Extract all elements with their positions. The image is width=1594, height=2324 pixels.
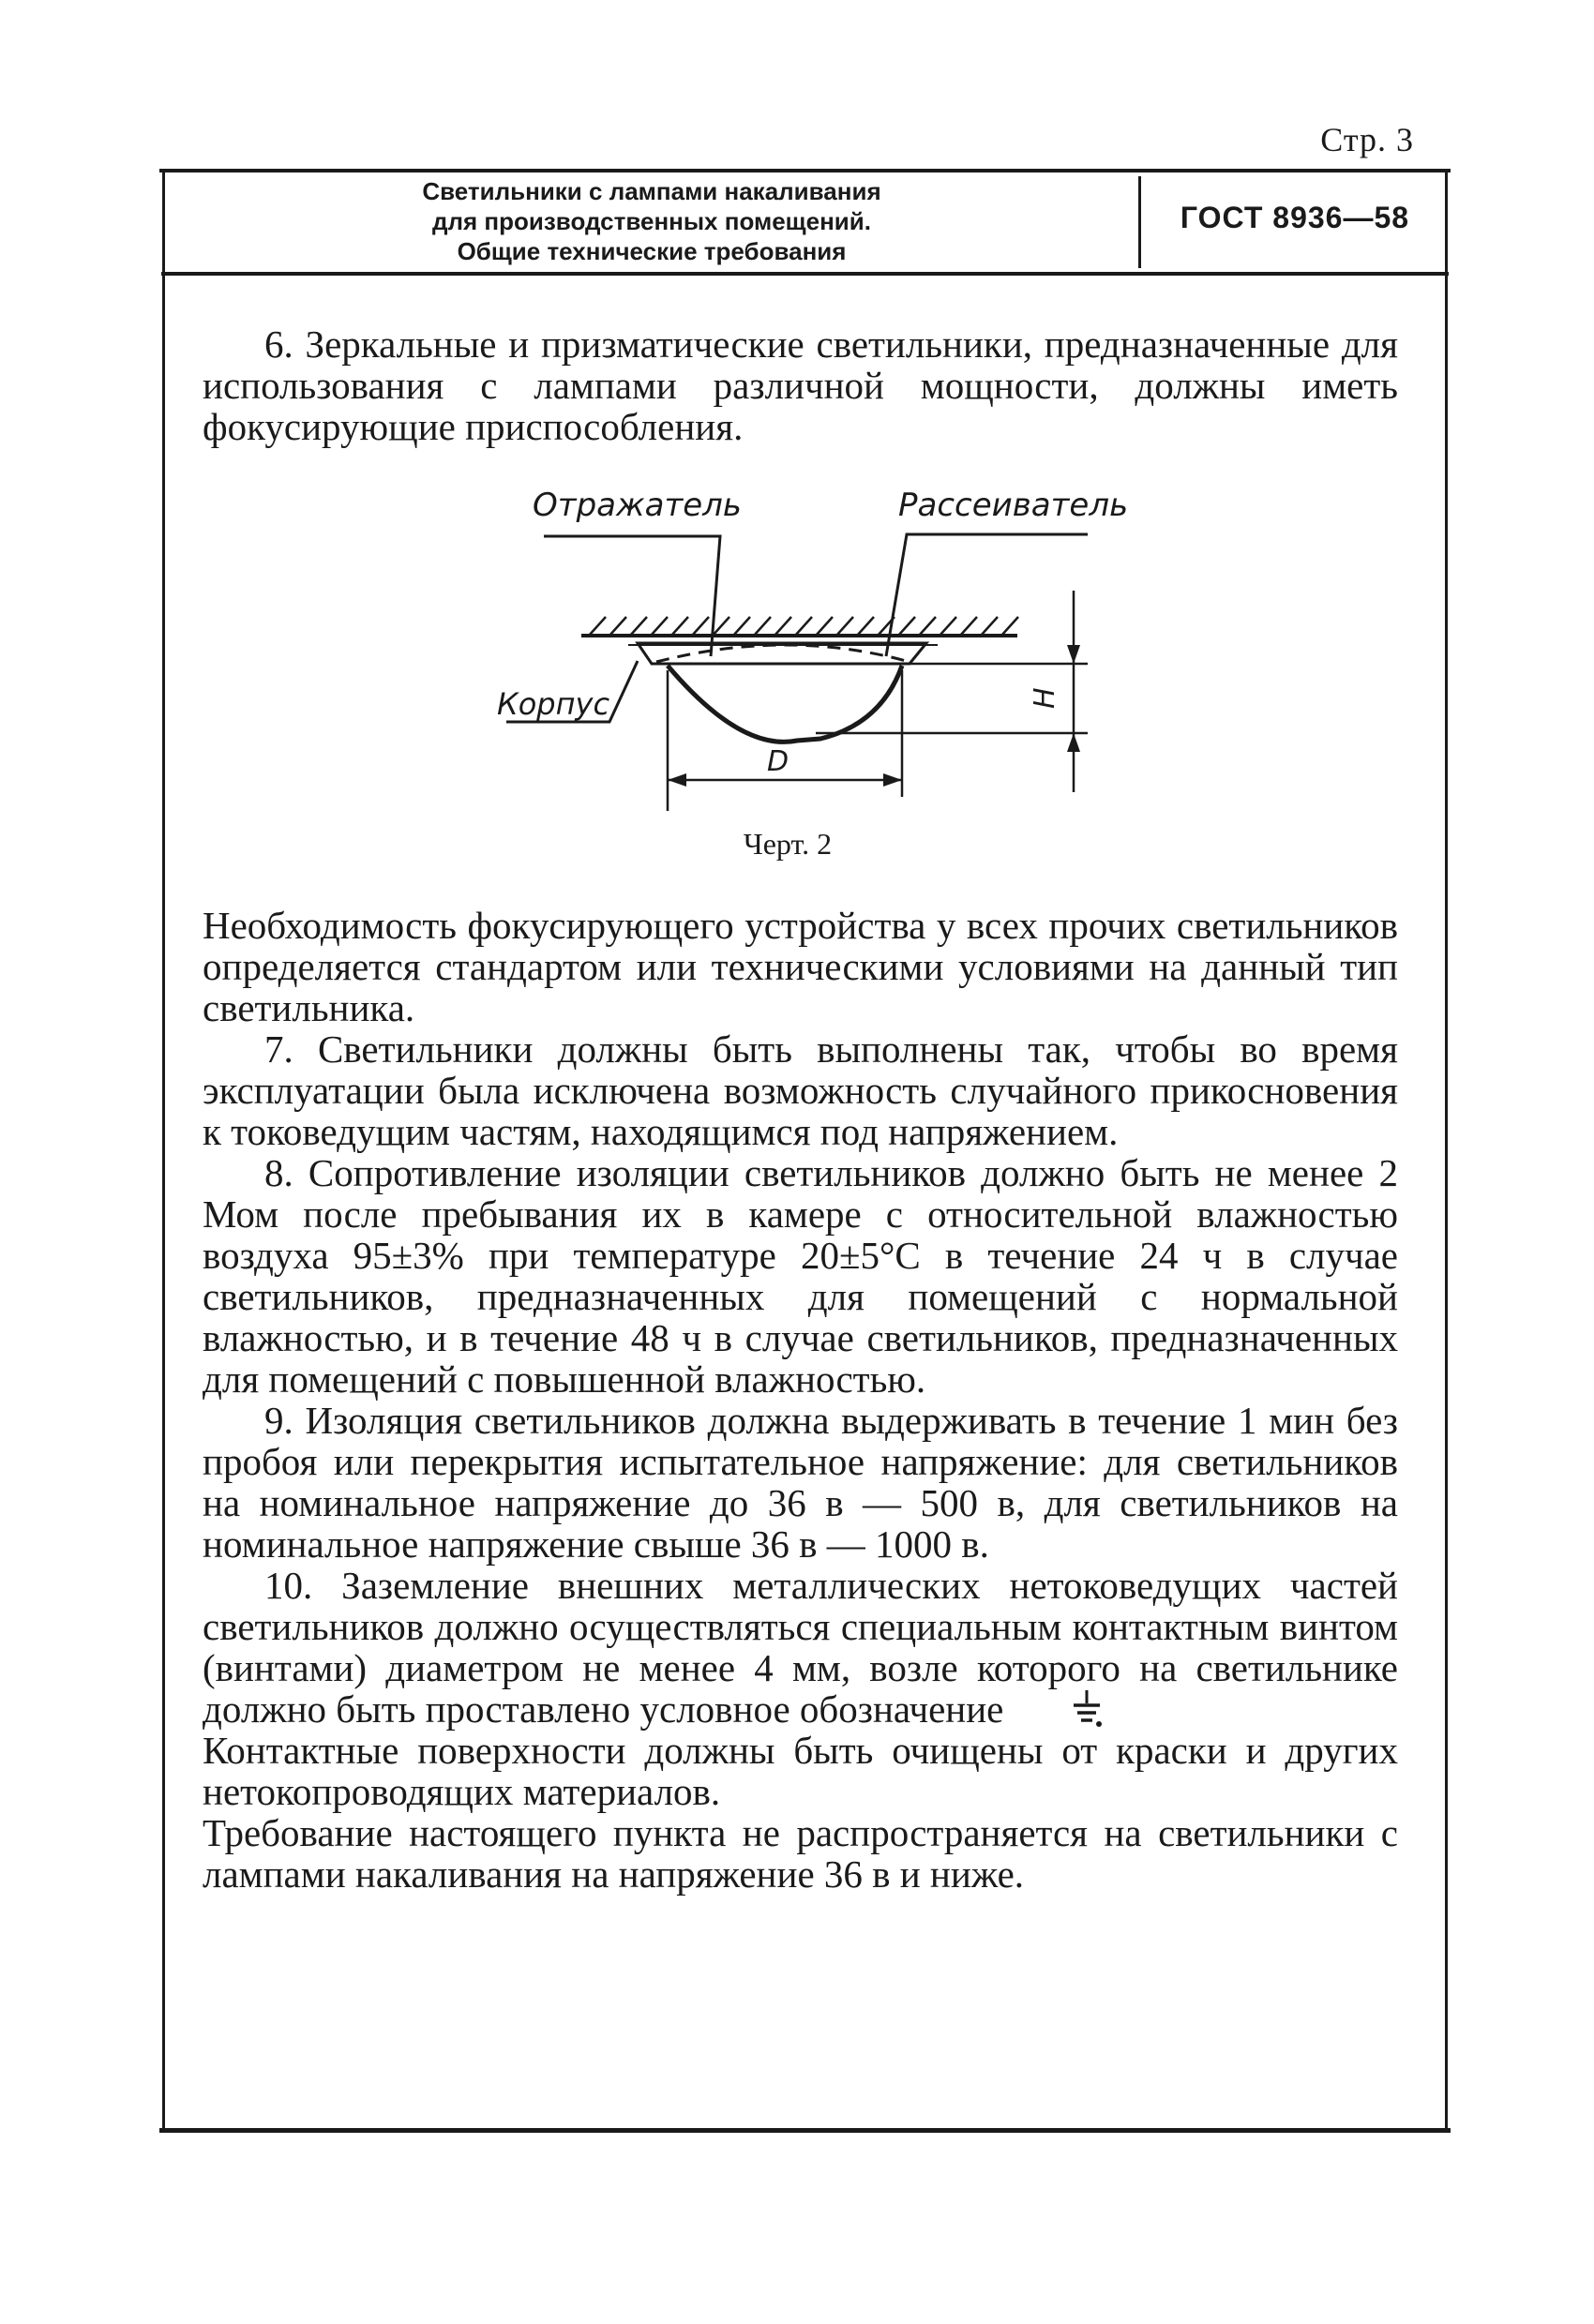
figure-luminaire	[469, 487, 1144, 816]
header-rule	[161, 272, 1449, 276]
label-reflector: Отражатель	[533, 487, 742, 524]
ground-icon	[1009, 1688, 1041, 1730]
header-title-line-3: Общие технические требования	[457, 237, 847, 265]
label-D: D	[767, 745, 789, 778]
section-7: 7. Светильники должны быть выполнены так, чтобы во время эксплуатации была исключена возможность случайного прикосновения к токоведущим частям, находящимся под напряжением.	[203, 1027, 1398, 1153]
ceiling-hatching	[589, 617, 1018, 636]
frame-bottom	[159, 2128, 1451, 2133]
leader-diffuser	[886, 534, 1088, 656]
label-body: Корпус	[497, 686, 610, 722]
section-9: 9. Изоляция светильников должна выдерживать в течение 1 мин без пробоя или перекрытия испытательное напряжение: для светильников на номинальное напряжение до 36 в — 500 в, для светильников на номинальное напряжение свыше 36 в — 1000 в.	[203, 1399, 1398, 1566]
header-divider	[1138, 176, 1141, 268]
page-number: Стр. 3	[1320, 121, 1414, 158]
diffuser-bowl	[668, 666, 902, 742]
h-arrow-top	[1067, 645, 1080, 664]
contact-surfaces: Контактные поверхности должны быть очищены от краски и других нетокопроводящих материалов.	[203, 1729, 1398, 1813]
frame-top	[159, 169, 1451, 172]
figure-caption: Черт. 2	[743, 827, 833, 861]
requirement-scope: Требование настоящего пункта не распространяется на светильники с лампами накаливания на напряжение 36 в и ниже.	[203, 1811, 1398, 1896]
label-diffuser: Рассеиватель	[898, 487, 1129, 524]
leader-reflector	[544, 536, 720, 656]
h-arrow-bottom	[1067, 733, 1080, 752]
section-6-block	[203, 323, 1398, 447]
label-H: H	[1029, 687, 1061, 709]
standard-code: ГОСТ 8936—58	[1180, 201, 1410, 234]
section-8: 8. Сопротивление изоляции светильников должно быть не менее 2 Мом после пребывания их в камере с относительной влажностью воздуха 95±3% при температуре 20±5°С в течение 24 ч в случае светильников, предназначенных для помещений с нормальной влажностью, и в течение 48 ч в случае светильников, предназначенных для помещений с повышенной влажностью.	[203, 1151, 1398, 1401]
focusing-note: Необходимость фокусирующего устройства у всех прочих светильников определяется стандартом или техническими условиями на данный тип светильника.	[203, 904, 1398, 1029]
d-arrow-left	[668, 773, 686, 787]
section-10-paragraph	[203, 1565, 1398, 1730]
header-title-line-2: для производственных помещений.	[432, 207, 871, 235]
section-10: 10. Заземление внешних металлических нетоковедущих частей светильников должно осуществляться специальным контактным винтом (винтами) диаметром не менее 4 мм, возле которого на светильнике должно быть проставлено условное обозначение	[203, 1564, 1398, 1731]
d-arrow-right	[883, 773, 902, 787]
section-6: 6. Зеркальные и призматические светильники, предназначенные для использования с лампами различной мощности, должны иметь фокусирующие приспособления.	[203, 322, 1398, 448]
body-text-block	[203, 905, 1398, 1895]
luminaire-body	[638, 643, 926, 664]
header-title	[169, 176, 1135, 266]
frame-right	[1445, 171, 1448, 2130]
frame-left	[162, 171, 165, 2130]
header-title-line-1: Светильники с лампами накаливания	[422, 177, 881, 205]
reflector-dashed	[656, 645, 910, 662]
